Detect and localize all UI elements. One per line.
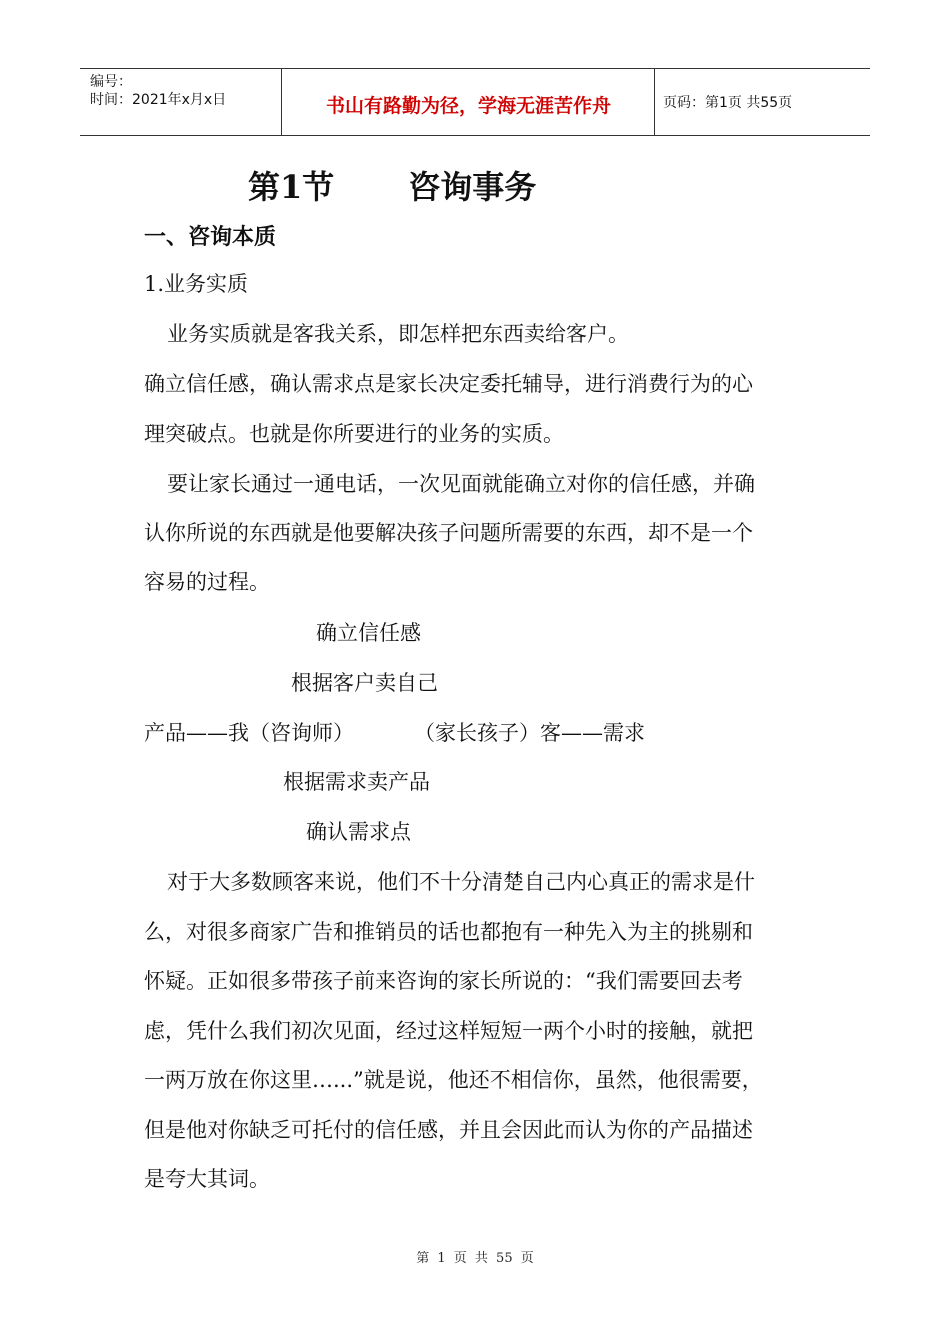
diagram-label-top1: 确立信任感 [316, 621, 421, 645]
paragraph-line: 容易的过程。 [144, 570, 270, 594]
paragraph-line: 是夸大其词。 [144, 1167, 270, 1191]
diagram-label-right: （家长孩子）客——需求 [414, 721, 645, 745]
paragraph-line: 理突破点。也就是你所要进行的业务的实质。 [144, 422, 564, 446]
diagram-label-left: 产品——我（咨询师） [144, 721, 354, 745]
document-date-label: 时间：2021年x月x日 [90, 92, 227, 108]
header-left-cell [80, 69, 282, 135]
paragraph-line: 对于大多数顾客来说，他们不十分清楚自己内心真正的需求是什 [167, 870, 755, 894]
chapter-heading: 一、咨询本质 [144, 224, 277, 250]
paragraph-line: 怀疑。正如很多带孩子前来咨询的家长所说的：“我们需要回去考 [144, 969, 743, 993]
subheading: 1.业务实质 [144, 272, 249, 296]
section-title [248, 162, 536, 208]
header-motto-cell [282, 69, 655, 135]
header-page-cell [655, 69, 870, 135]
paragraph-line: 确立信任感，确认需求点是家长决定委托辅导，进行消费行为的心 [144, 372, 753, 396]
section-name: 咨询事务 [408, 168, 537, 206]
diagram-label-top2: 根据客户卖自己 [291, 671, 438, 695]
document-number-label: 编号： [90, 74, 132, 90]
paragraph-line: 虑，凭什么我们初次见面，经过这样短短一两个小时的接触，就把 [144, 1019, 753, 1043]
paragraph-line: 业务实质就是客我关系，即怎样把东西卖给客户。 [167, 322, 629, 346]
diagram-label-bottom1: 根据需求卖产品 [283, 770, 430, 794]
page-header [80, 68, 870, 136]
paragraph-line: 么，对很多商家广告和推销员的话也都抱有一种先入为主的挑剔和 [144, 920, 753, 944]
diagram-label-bottom2: 确认需求点 [306, 820, 411, 844]
paragraph-line: 认你所说的东西就是他要解决孩子问题所需要的东西，却不是一个 [144, 521, 753, 545]
section-number: 第1节 [248, 168, 335, 206]
paragraph-line: 要让家长通过一通电话，一次见面就能确立对你的信任感，并确 [167, 472, 755, 496]
page-footer: 第 1 页 共 55 页 [416, 1251, 534, 1266]
paragraph-line: 但是他对你缺乏可托付的信任感，并且会因此而认为你的产品描述 [144, 1118, 753, 1142]
header-motto: 书山有路勤为径，学海无涯苦作舟 [325, 95, 611, 117]
paragraph-line: 一两万放在你这里…...”就是说，他还不相信你，虽然，他很需要， [144, 1068, 763, 1092]
header-page-label: 页码：第1页 共55页 [663, 95, 793, 111]
